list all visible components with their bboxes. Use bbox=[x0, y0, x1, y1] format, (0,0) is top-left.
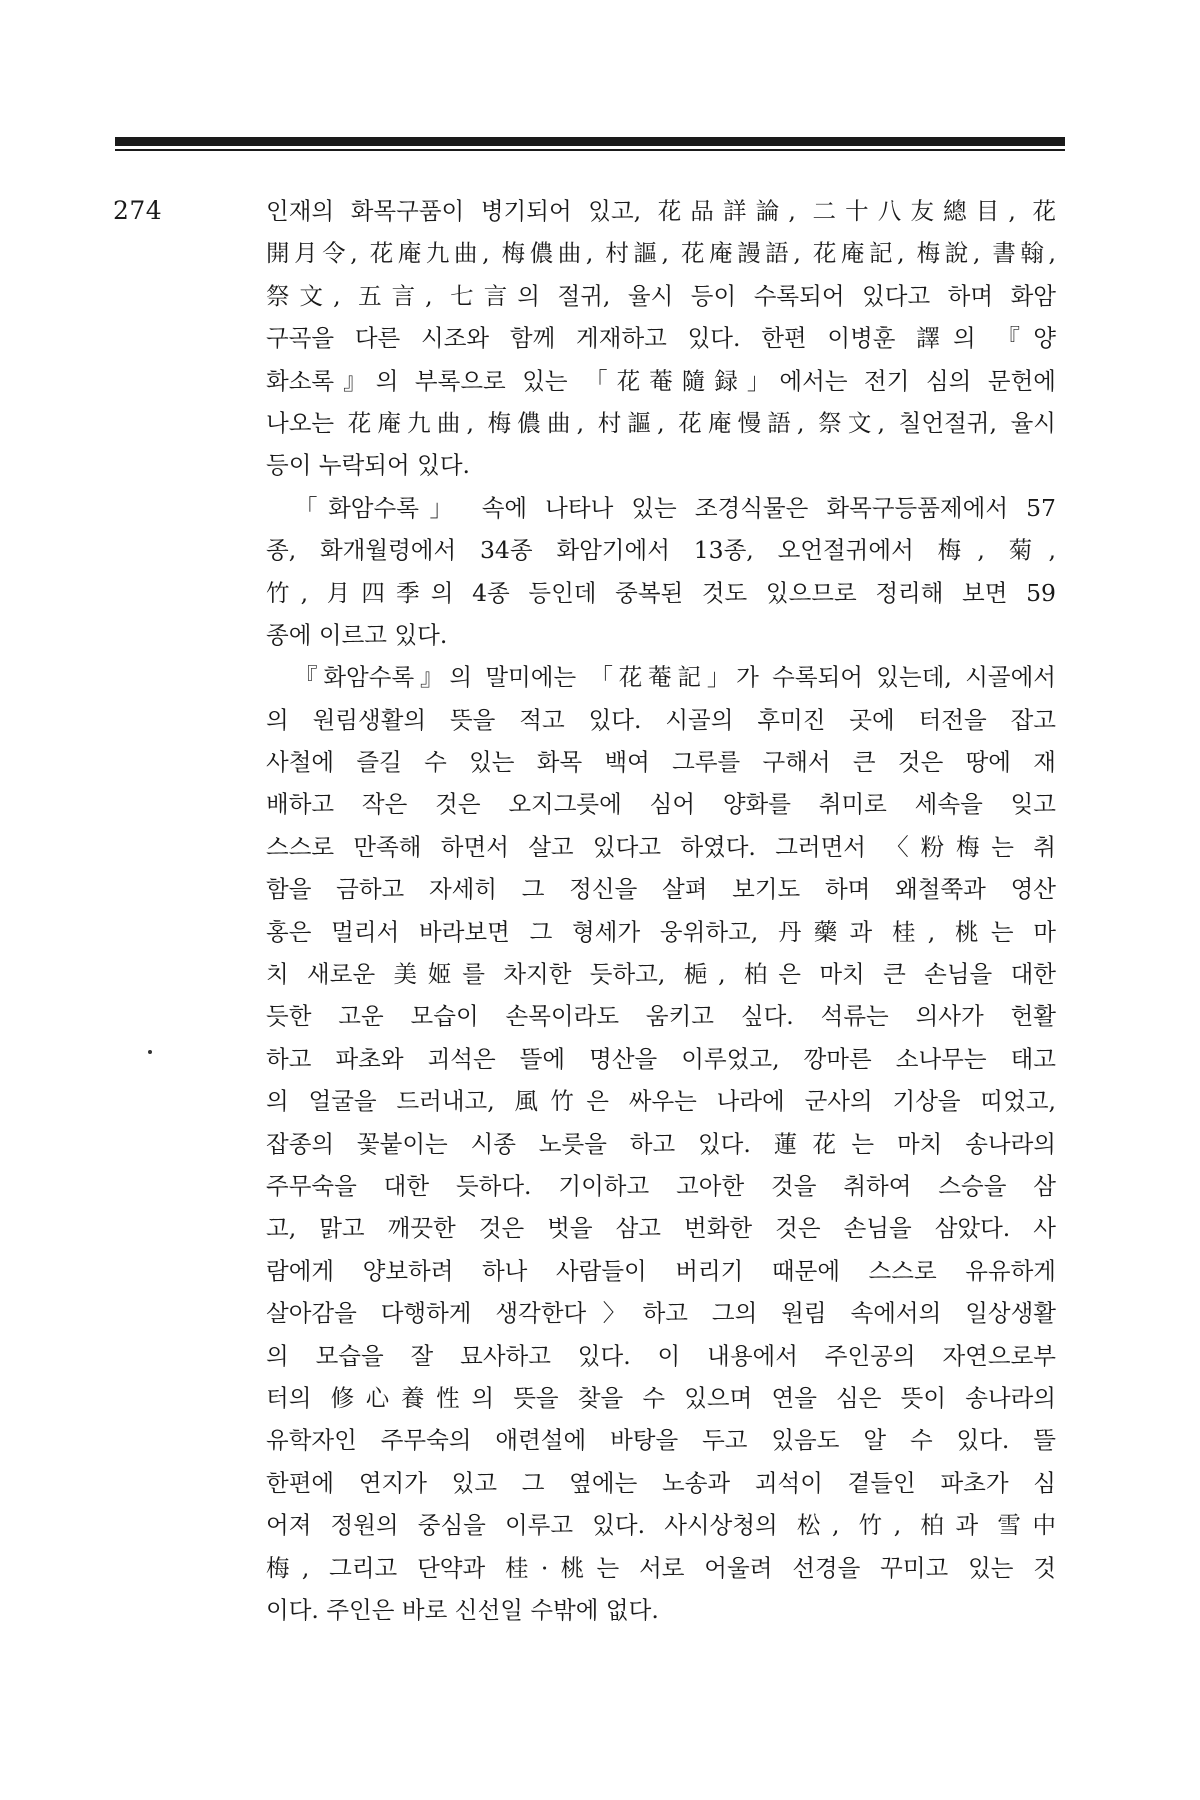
text-line: 홍은 멀리서 바라보면 그 형세가 웅위하고, 丹藥과 桂, 桃는 마 bbox=[266, 917, 1056, 946]
text-line: 화소록』의 부록으로 있는 「花菴隨録」에서는 전기 심의 문헌에 bbox=[266, 366, 1056, 395]
text-line: 梅, 그리고 단약과 桂·桃는 서로 어울려 선경을 꾸미고 있는 것 bbox=[266, 1553, 1056, 1582]
text-line: 하고 파초와 괴석은 뜰에 명산을 이루었고, 깡마른 소나무는 태고 bbox=[266, 1044, 1056, 1073]
text-line: 잡종의 꽃붙이는 시종 노릇을 하고 있다. 蓮花는 마치 송나라의 bbox=[266, 1129, 1056, 1158]
text-line: 람에게 양보하려 하나 사람들이 버리기 때문에 스스로 유유하게 bbox=[266, 1256, 1056, 1285]
text-line: 스스로 만족해 하면서 살고 있다고 하였다. 그러면서 〈粉梅는 취 bbox=[266, 832, 1056, 861]
text-line: 사철에 즐길 수 있는 화목 백여 그루를 구해서 큰 것은 땅에 재 bbox=[266, 748, 1056, 777]
text-line: 고, 맑고 깨끗한 것은 벗을 삼고 번화한 것은 손님을 삼았다. 사 bbox=[266, 1214, 1056, 1243]
paragraph-3 bbox=[266, 656, 1056, 1631]
text-line: 종, 화개월령에서 34종 화암기에서 13종, 오언절귀에서 梅, 菊, bbox=[266, 536, 1056, 565]
text-line: 이다. 주인은 바로 신선일 수밖에 없다. bbox=[266, 1595, 659, 1624]
margin-dot bbox=[148, 1050, 152, 1054]
paragraph-1 bbox=[266, 190, 1056, 487]
text-line: 竹, 月四季의 4종 등인데 중복된 것도 있으므로 정리해 보면 59 bbox=[266, 578, 1056, 607]
text-line: 살아감을 다행하게 생각한다〉하고 그의 원림 속에서의 일상생활 bbox=[266, 1299, 1056, 1328]
text-line: 듯한 고운 모습이 손목이라도 움키고 싶다. 석류는 의사가 헌활 bbox=[266, 1002, 1056, 1031]
text-line: 나오는 花庵九曲, 梅儂曲, 村謳, 花庵慢語, 祭文, 칠언절귀, 율시 bbox=[266, 408, 1056, 437]
text-line: 인재의 화목구품이 병기되어 있고, 花品詳論, 二十八友總目, 花 bbox=[266, 197, 1056, 225]
text-line: 터의 修心養性의 뜻을 찾을 수 있으며 연을 심은 뜻이 송나라의 bbox=[266, 1383, 1056, 1412]
text-line: 유학자인 주무숙의 애련설에 바탕을 두고 있음도 알 수 있다. 뜰 bbox=[266, 1426, 1056, 1455]
text-line: 치 새로운 美姬를 차지한 듯하고, 梔, 柏은 마치 큰 손님을 대한 bbox=[266, 960, 1056, 989]
text-line: 한편에 연지가 있고 그 옆에는 노송과 괴석이 곁들인 파초가 심 bbox=[266, 1468, 1056, 1497]
text-line: 주무숙을 대한 듯하다. 기이하고 고아한 것을 취하여 스승을 삼 bbox=[266, 1171, 1056, 1200]
text-line: 의 모습을 잘 묘사하고 있다. 이 내용에서 주인공의 자연으로부 bbox=[266, 1341, 1056, 1370]
text-line: 『화암수록』의 말미에는 「花菴記」가 수록되어 있는데, 시골에서 bbox=[294, 663, 1056, 692]
text-line: 함을 금하고 자세히 그 정신을 살펴 보기도 하며 왜철쭉과 영산 bbox=[266, 875, 1056, 904]
text-line: 의 원림생활의 뜻을 적고 있다. 시골의 후미진 곳에 터전을 잡고 bbox=[266, 705, 1056, 734]
text-line: 의 얼굴을 드러내고, 風竹은 싸우는 나라에 군사의 기상을 띠었고, bbox=[266, 1087, 1056, 1116]
text-line: 開月令, 花庵九曲, 梅儂曲, 村謳, 花庵謾語, 花庵記, 梅說, 書翰, bbox=[266, 239, 1056, 268]
text-line: 배하고 작은 것은 오지그릇에 심어 양화를 취미로 세속을 잊고 bbox=[266, 790, 1056, 819]
text-line: 祭文, 五言, 七言의 절귀, 율시 등이 수록되어 있다고 하며 화암 bbox=[266, 281, 1056, 310]
header-rule-thick bbox=[115, 137, 1065, 146]
body-text bbox=[266, 190, 1056, 1631]
text-line: 구곡을 다른 시조와 함께 게재하고 있다. 한편 이병훈 譯의 『양 bbox=[266, 324, 1056, 353]
paragraph-2 bbox=[266, 487, 1056, 657]
text-line: 「화암수록」 속에 나타나 있는 조경식물은 화목구등품제에서 57 bbox=[294, 493, 1056, 522]
header-rule-thin bbox=[115, 149, 1065, 151]
text-line: 어져 정원의 중심을 이루고 있다. 사시상청의 松, 竹, 柏과 雪中 bbox=[266, 1511, 1056, 1540]
page-number: 274 bbox=[113, 196, 163, 225]
text-line: 종에 이르고 있다. bbox=[266, 620, 448, 649]
text-line: 등이 누락되어 있다. bbox=[266, 451, 471, 480]
